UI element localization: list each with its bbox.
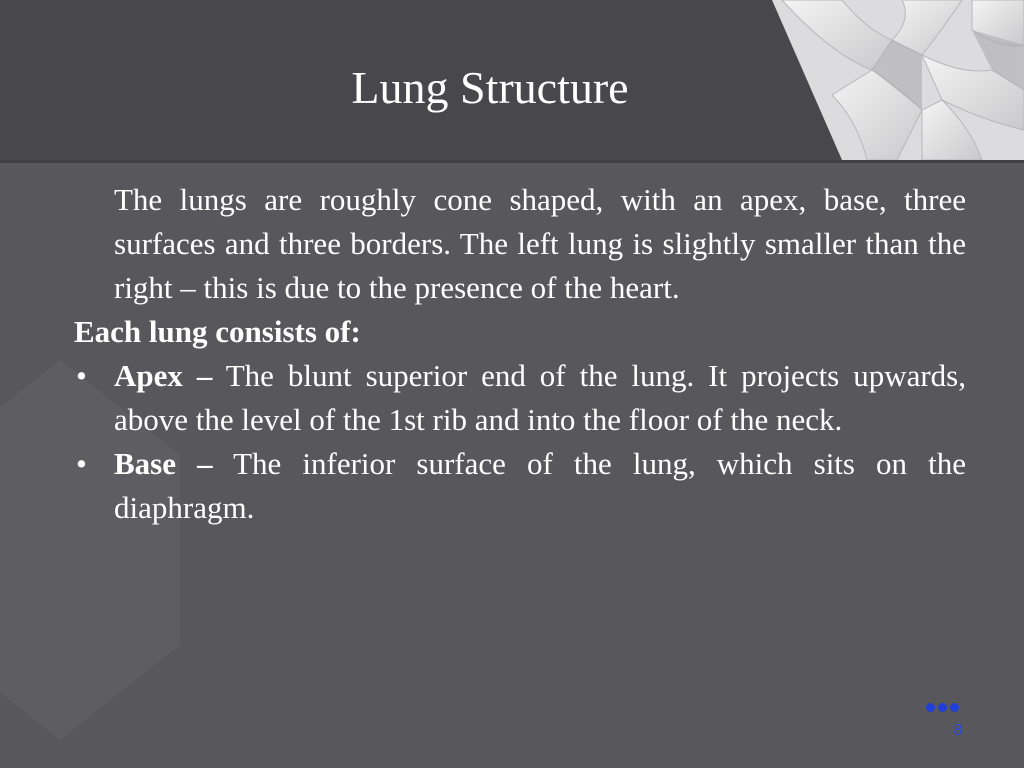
bullet-term: Apex –: [114, 358, 213, 393]
dot: [938, 703, 947, 712]
title-bar: [0, 0, 1024, 163]
list-item: [74, 354, 966, 442]
bullet-icon: •: [76, 446, 87, 481]
page-number: 8: [953, 722, 963, 739]
bullet-text: The blunt superior end of the lung. It projects upwards, above the level of the 1st rib and into the floor of the neck.: [114, 358, 966, 437]
bullet-list: [74, 354, 966, 530]
dot: [950, 703, 959, 712]
dot: [926, 703, 935, 712]
bullet-icon: •: [76, 358, 87, 393]
list-item: [74, 442, 966, 530]
bullet-text: The inferior surface of the lung, which sits on the diaphragm.: [114, 446, 967, 525]
list-heading: Each lung consists of:: [74, 314, 361, 349]
slide-title: Lung Structure: [351, 62, 629, 113]
slide-body: [74, 178, 966, 530]
intro-paragraph: The lungs are roughly cone shaped, with an apex, base, three surfaces and three borders. The left lung is slightly smaller than the right – this is due to the presence of the heart.: [114, 182, 966, 305]
bullet-term: Base –: [114, 446, 213, 481]
ellipsis-icon: [926, 703, 962, 715]
